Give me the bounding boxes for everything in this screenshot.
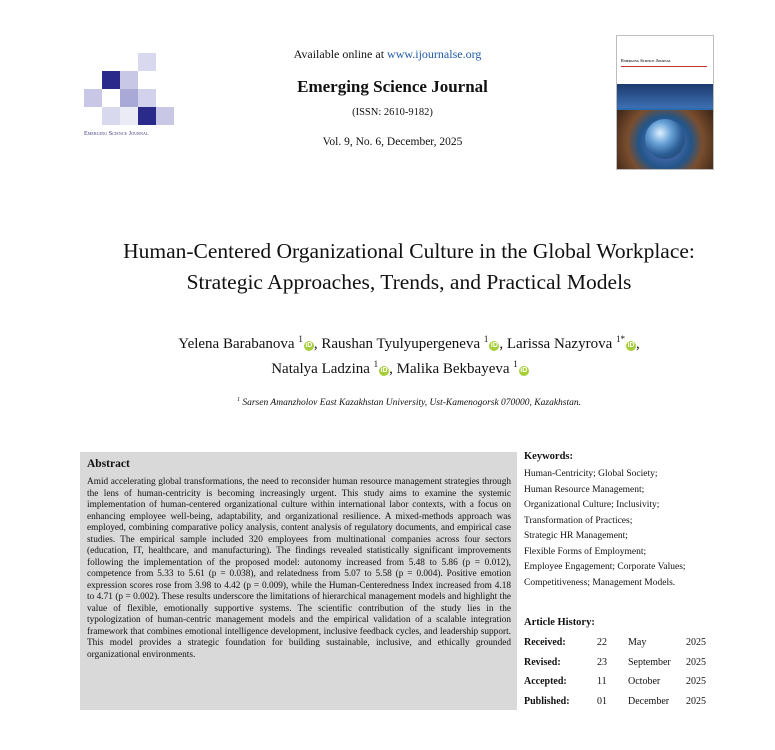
history-month: May (628, 637, 647, 648)
orcid-icon[interactable]: iD (305, 342, 313, 349)
history-month: September (628, 656, 671, 668)
history-month: October (628, 676, 661, 687)
history-day: 23 (597, 656, 607, 668)
article-history-heading: Article History: (524, 617, 595, 628)
volume-issue: Vol. 9, No. 6, December, 2025 (322, 136, 463, 148)
orcid-icon[interactable]: iD (520, 367, 528, 374)
keyword-line: Flexible Forms of Employment; (524, 546, 647, 557)
keywords-list (524, 467, 724, 591)
history-label: Published: (524, 695, 570, 707)
author-affiliation-marker: 1 (298, 334, 303, 344)
history-label: Received: (524, 637, 566, 648)
cover-rule (621, 66, 707, 67)
journal-cover-image (616, 35, 714, 170)
journal-name: Emerging Science Journal (297, 77, 488, 96)
author-name: Larissa Nazyrova (506, 336, 613, 352)
affiliation-text: Sarsen Amanzholov East Kazakhstan University, Ust-Kamenogorsk 070000, Kazakhstan. (242, 398, 582, 409)
keyword-line: Human-Centricity; Global Society; (524, 469, 658, 479)
keyword-line: Strategic HR Management; (524, 531, 628, 541)
journal-website-link[interactable]: www.ijournalse.org (387, 47, 482, 61)
orcid-icon[interactable]: iD (490, 342, 498, 349)
orcid-icon[interactable]: iD (380, 367, 388, 374)
keyword-line: Employee Engagement; Corporate Values; (524, 562, 686, 572)
history-day: 11 (597, 676, 607, 687)
author-list-line-2: Natalya Ladzina $^1$iD , Malika Bekbayeva $^1$iD (271, 359, 528, 377)
cover-title: Emerging Science Journal (621, 58, 671, 63)
author-name: Yelena Barabanova (178, 336, 295, 352)
history-year: 2025 (686, 637, 706, 648)
keywords-heading: Keywords: (524, 451, 573, 462)
abstract-box (80, 452, 517, 710)
affiliation-marker: 1 (236, 397, 240, 403)
author-affiliation-marker: 1 (373, 359, 379, 369)
globe-icon (645, 119, 685, 159)
keyword-line: Organizational Culture; Inclusivity; (524, 500, 660, 510)
author-affiliation-marker: 1 (483, 334, 489, 344)
issn: (ISSN: 2610-9182) (352, 107, 433, 118)
history-year: 2025 (686, 695, 706, 707)
orcid-icon[interactable]: iD (627, 342, 635, 349)
keyword-line: Transformation of Practices; (524, 515, 633, 526)
article-title-line-2: Strategic Approaches, Trends, and Practical Models (186, 270, 632, 294)
history-month: December (628, 695, 670, 707)
journal-logo (84, 53, 177, 146)
article-title (0, 236, 775, 298)
cover-band (617, 84, 713, 108)
history-label: Revised: (524, 656, 561, 668)
abstract-heading: Abstract (87, 458, 130, 470)
author-name: Raushan Tyulyupergeneva (321, 336, 481, 352)
logo-caption: Emerging Science Journal (84, 131, 149, 137)
availability-prefix: Available online at (293, 47, 388, 61)
author-name: Malika Bekbayeva (396, 361, 510, 377)
author-list-line-1: Yelena Barabanova $^1$iD , Raushan Tyulyupergeneva $^1$iD , Larissa Nazyrova $^{1*}$iD , (178, 334, 640, 352)
history-year: 2025 (686, 676, 706, 687)
author-name: Natalya Ladzina (271, 361, 370, 377)
history-year: 2025 (686, 656, 706, 668)
keyword-line: Human Resource Management; (524, 484, 645, 495)
abstract-text: Amid accelerating global transformations, the need to reconsider human resource management strategies through the lens of human-centricity is becoming increasingly urgent. This study aims to examine the systemic implementation of human-centered organizational culture within international labor contexts, with a focus on enhancing employee well-being, adaptability, and organizational resilience. A mixed-methods approach was employed, combining comparative policy analysis, content analysis of regulatory documents, and empirical case studies. The empirical sample included 320 employees from multinational companies across four sectors (education, IT, healthcare, and manufacturing). The findings revealed statistically significant improvements following the implementation of the proposed model: autonomy increased from 5.48 to 5.86 (p = 0.012), competence from 5.33 to 5.61 (p = 0.038), and relatedness from 5.07 to 5.58 (p = 0.004). Positive emotion expression scores rose from 3.98 to 4.42 (p = 0.009), while the Human-Centeredness Index increased from 4.18 to 4.71 (p = 0.002). These results underscore the limitations of hierarchical management models and highlight the value of flexible, emotionally supportive systems. The scientific contribution of the study lies in the typologization of human-centric management models and the empirical validation of a scalable integration framework that combines emotional intelligence development, inclusive feedback cycles, and leadership support. This model provides a strategic foundation for building sustainable, inclusive, and ethically grounded organizational environments. (87, 477, 511, 660)
author-affiliation-marker: 1 (513, 359, 518, 369)
affiliation (0, 397, 775, 408)
article-title-line-1: Human-Centered Organizational Culture in the Global Workplace: (123, 239, 695, 263)
history-day: 01 (597, 695, 607, 707)
author-affiliation-marker: 1* (616, 334, 625, 344)
keyword-line: Competitiveness; Management Models. (524, 577, 676, 588)
history-label: Accepted: (524, 676, 567, 687)
history-day: 22 (597, 637, 607, 648)
